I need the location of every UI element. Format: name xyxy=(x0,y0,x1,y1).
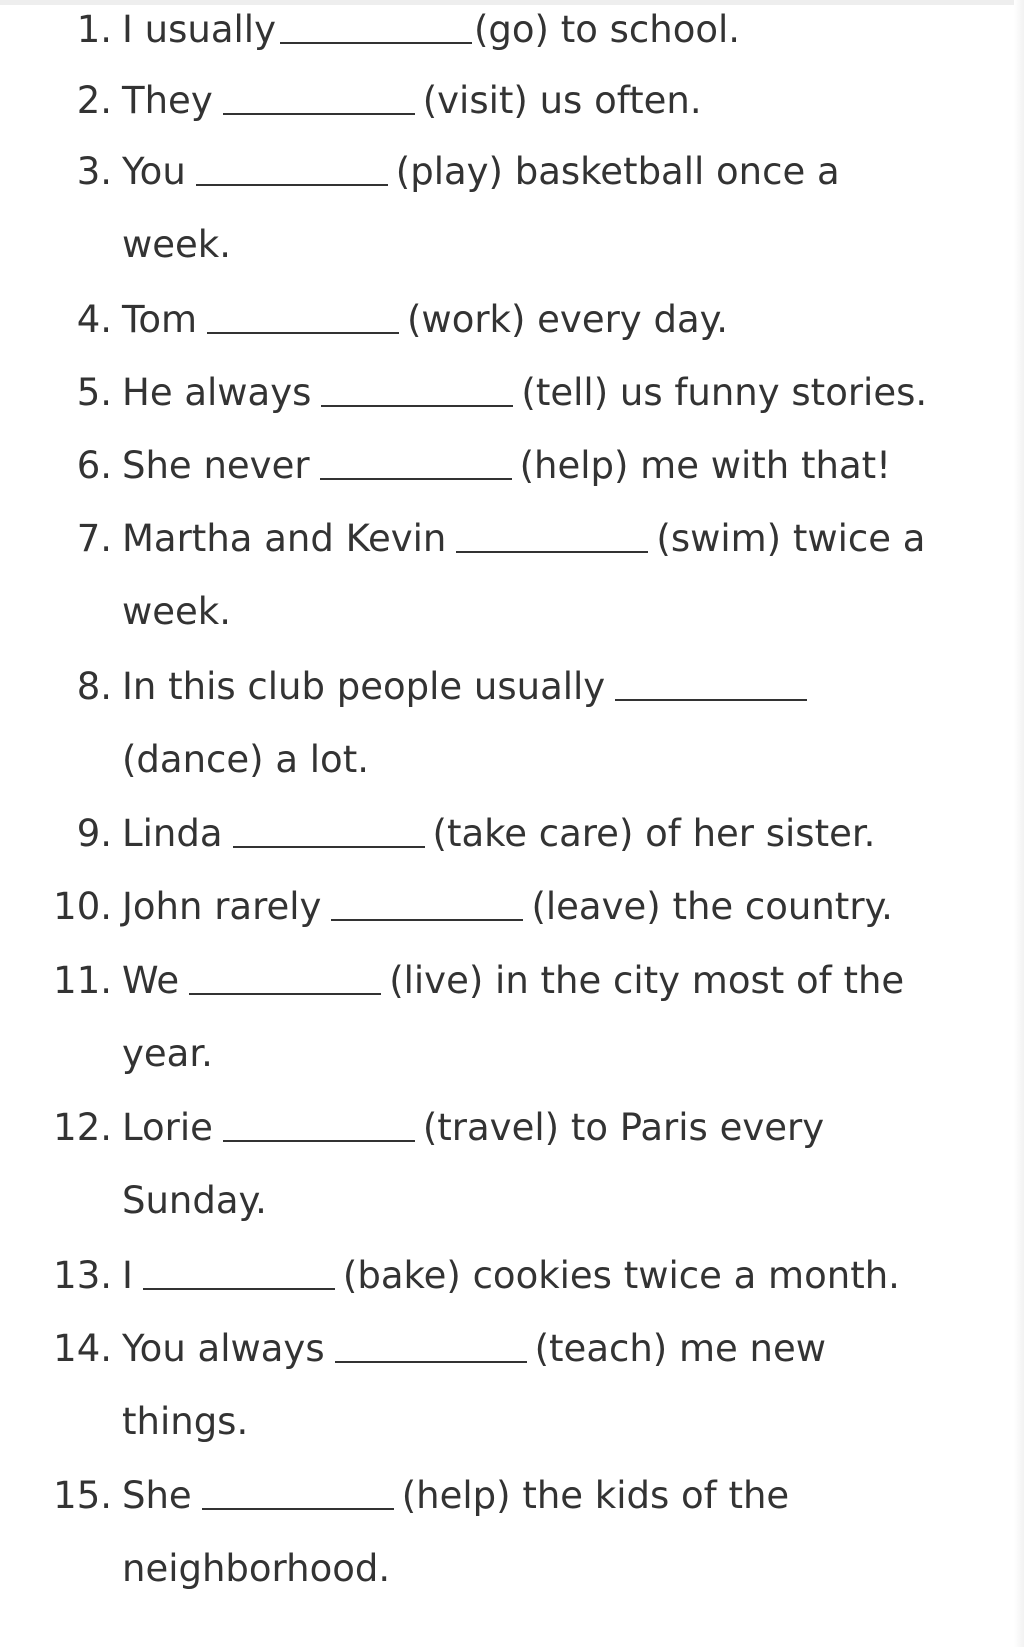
item-hint: (help) me with that! xyxy=(519,444,891,487)
answer-blank[interactable] xyxy=(202,1508,394,1510)
answer-blank[interactable] xyxy=(143,1288,335,1290)
answer-blank[interactable] xyxy=(233,846,425,848)
item-number: 1. xyxy=(76,8,112,51)
item-continuation: year. xyxy=(122,1032,213,1075)
item-text-before: John rarely xyxy=(122,885,322,928)
item-number: 13. xyxy=(53,1254,112,1297)
item-text-before: He always xyxy=(122,371,312,414)
item-number: 11. xyxy=(53,959,112,1002)
item-text-before: In this club people usually xyxy=(122,665,606,708)
exercise-line xyxy=(0,356,1010,430)
item-hint: (go) to school. xyxy=(473,8,741,51)
exercise-line xyxy=(0,64,1010,138)
exercise-continuation-line xyxy=(0,1532,1010,1606)
exercise-line xyxy=(0,1091,1010,1165)
exercise-line xyxy=(0,650,1010,724)
item-text-before: We xyxy=(122,959,180,1002)
exercise-line xyxy=(0,283,1010,357)
item-text-before: She xyxy=(122,1474,192,1517)
answer-blank[interactable] xyxy=(223,113,415,115)
item-hint: (tell) us funny stories. xyxy=(521,371,928,414)
exercise-line xyxy=(0,0,1010,67)
item-continuation: neighborhood. xyxy=(122,1547,391,1590)
exercise-line xyxy=(0,1459,1010,1533)
item-text-before: Tom xyxy=(122,298,197,341)
item-continuation: week. xyxy=(122,223,231,266)
item-number: 2. xyxy=(76,79,112,122)
item-hint: (swim) twice a xyxy=(656,517,926,560)
item-hint: (play) basketball once a xyxy=(395,150,840,193)
answer-blank[interactable] xyxy=(335,1361,527,1363)
item-hint: (bake) cookies twice a month. xyxy=(342,1254,900,1297)
item-continuation: things. xyxy=(122,1400,249,1443)
item-number: 10. xyxy=(53,885,112,928)
item-continuation: (dance) a lot. xyxy=(122,738,369,781)
answer-blank[interactable] xyxy=(320,478,512,480)
item-text-before: Lorie xyxy=(122,1106,213,1149)
item-text-before: They xyxy=(122,79,213,122)
answer-blank[interactable] xyxy=(456,551,648,553)
exercise-line xyxy=(0,1239,1010,1313)
item-continuation: week. xyxy=(122,590,231,633)
answer-blank[interactable] xyxy=(331,919,523,921)
exercise-continuation-line xyxy=(0,1385,1010,1459)
item-number: 5. xyxy=(76,371,112,414)
answer-blank[interactable] xyxy=(615,699,807,701)
exercise-line xyxy=(0,870,1010,944)
answer-blank[interactable] xyxy=(196,184,388,186)
exercise-continuation-line xyxy=(0,1164,1010,1238)
exercise-continuation-line xyxy=(0,1017,1010,1091)
page-edge-shadow xyxy=(1014,0,1024,1647)
item-hint: (live) in the city most of the xyxy=(389,959,905,1002)
item-hint: (leave) the country. xyxy=(531,885,893,928)
answer-blank[interactable] xyxy=(207,332,399,334)
item-hint: (help) the kids of the xyxy=(401,1474,790,1517)
item-text-before: I usually xyxy=(122,8,276,51)
item-number: 8. xyxy=(76,665,112,708)
exercise-continuation-line xyxy=(0,208,1010,282)
item-text-before: Martha and Kevin xyxy=(122,517,447,560)
answer-blank[interactable] xyxy=(280,42,472,44)
exercise-continuation-line xyxy=(0,723,1010,797)
item-text-before: She never xyxy=(122,444,310,487)
item-text-before: Linda xyxy=(122,812,223,855)
item-hint: (work) every day. xyxy=(407,298,729,341)
exercise-line xyxy=(0,1312,1010,1386)
item-hint: (teach) me new xyxy=(534,1327,827,1370)
answer-blank[interactable] xyxy=(189,993,381,995)
item-hint: (take care) of her sister. xyxy=(432,812,876,855)
exercise-line xyxy=(0,135,1010,209)
item-text-before: You always xyxy=(122,1327,325,1370)
exercise-line xyxy=(0,797,1010,871)
item-number: 7. xyxy=(76,517,112,560)
exercise-line xyxy=(0,944,1010,1018)
item-text-before: I xyxy=(122,1254,133,1297)
item-number: 6. xyxy=(76,444,112,487)
item-number: 12. xyxy=(53,1106,112,1149)
answer-blank[interactable] xyxy=(223,1140,415,1142)
item-hint: (travel) to Paris every xyxy=(422,1106,825,1149)
item-continuation: Sunday. xyxy=(122,1179,267,1222)
exercise-line xyxy=(0,502,1010,576)
item-number: 9. xyxy=(76,812,112,855)
item-number: 4. xyxy=(76,298,112,341)
item-text-before: You xyxy=(122,150,186,193)
exercise-continuation-line xyxy=(0,575,1010,649)
item-number: 3. xyxy=(76,150,112,193)
item-hint: (visit) us often. xyxy=(422,79,702,122)
item-number: 14. xyxy=(53,1327,112,1370)
exercise-line xyxy=(0,429,1010,503)
item-number: 15. xyxy=(53,1474,112,1517)
answer-blank[interactable] xyxy=(321,405,513,407)
